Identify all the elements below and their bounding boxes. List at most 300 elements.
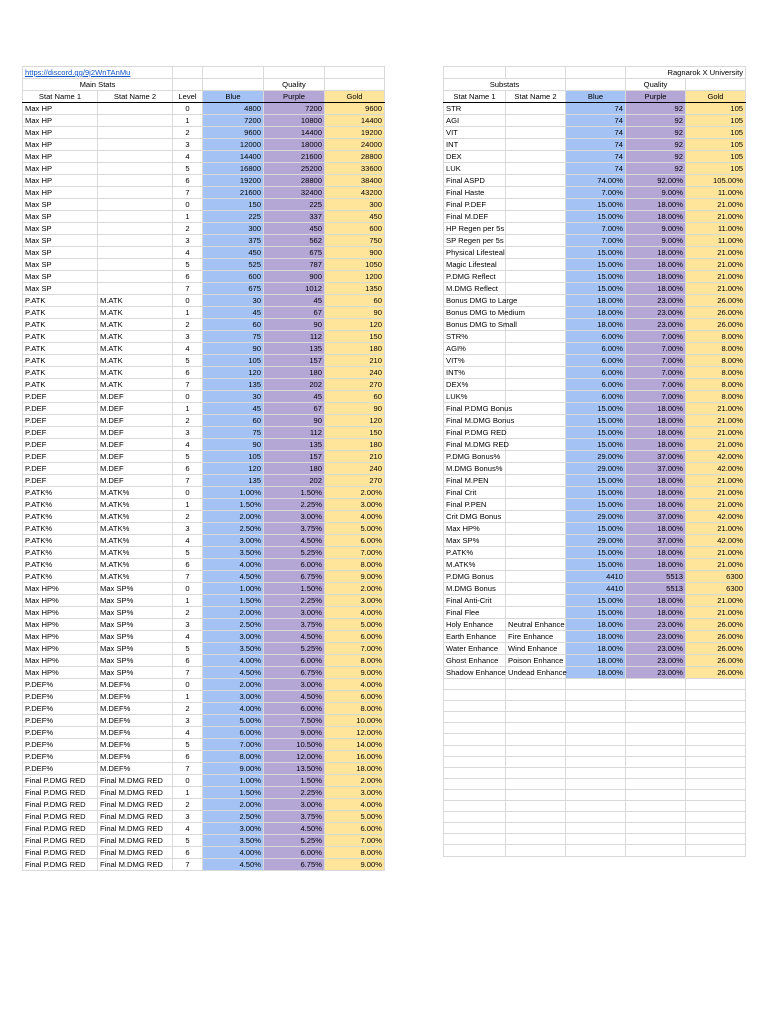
table-cell: 18.00% <box>626 523 686 535</box>
table-cell: Max SP% <box>98 667 173 679</box>
table-row <box>444 723 746 734</box>
table-cell <box>626 701 686 712</box>
table-cell: DEX <box>444 151 506 163</box>
table-cell: 270 <box>325 475 385 487</box>
table-cell: 4 <box>173 151 203 163</box>
table-cell: 6.00% <box>566 379 626 391</box>
table-cell: M.ATK <box>98 379 173 391</box>
table-cell: Max HP% <box>23 655 98 667</box>
site-title: Ragnarok X University <box>626 67 746 79</box>
table-cell: 10.50% <box>264 739 325 751</box>
table-cell: 3.00% <box>264 799 325 811</box>
table-cell: M.DMG Bonus <box>444 583 506 595</box>
table-cell: 21.00% <box>686 427 746 439</box>
table-cell <box>626 767 686 778</box>
table-cell: 450 <box>325 211 385 223</box>
table-cell <box>686 767 746 778</box>
table-cell <box>444 679 506 690</box>
table-cell: 7.00% <box>626 343 686 355</box>
table-cell <box>686 823 746 834</box>
table-row <box>23 859 385 871</box>
table-cell: Max SP% <box>444 535 506 547</box>
table-cell: 9.00% <box>264 727 325 739</box>
table-cell: 6.00% <box>566 331 626 343</box>
column-header: Level <box>173 91 203 103</box>
table-cell: LUK <box>444 163 506 175</box>
table-cell: 14.00% <box>325 739 385 751</box>
table-cell: 42.00% <box>686 451 746 463</box>
table-cell: 750 <box>325 235 385 247</box>
table-cell: 5.25% <box>264 835 325 847</box>
table-cell: 15.00% <box>566 595 626 607</box>
table-row <box>23 415 385 427</box>
table-row <box>444 812 746 823</box>
table-cell: 3 <box>173 619 203 631</box>
table-cell: M.DEF% <box>98 715 173 727</box>
table-row <box>23 319 385 331</box>
table-cell: 4.00% <box>325 511 385 523</box>
table-cell <box>506 745 566 756</box>
table-row <box>444 295 746 307</box>
table-cell: P.ATK <box>23 379 98 391</box>
table-cell: 8.00% <box>325 847 385 859</box>
table-cell: M.DEF% <box>98 703 173 715</box>
table-cell <box>626 845 686 856</box>
table-cell <box>506 439 566 451</box>
table-cell: 18.00% <box>626 211 686 223</box>
table-cell <box>506 823 566 834</box>
table-cell: Final M.PEN <box>444 475 506 487</box>
table-cell: P.ATK <box>23 367 98 379</box>
table-cell: 90 <box>203 343 264 355</box>
table-cell: Final P.DMG RED <box>23 823 98 835</box>
column-header: Gold <box>686 91 746 103</box>
table-cell <box>626 745 686 756</box>
table-row <box>23 127 385 139</box>
table-cell: 0 <box>173 103 203 115</box>
table-row <box>23 799 385 811</box>
table-cell: 7.00% <box>626 355 686 367</box>
table-cell: 2.00% <box>325 487 385 499</box>
table-cell <box>444 834 506 845</box>
table-cell <box>566 789 626 800</box>
table-cell <box>98 211 173 223</box>
table-cell: 5.25% <box>264 547 325 559</box>
table-cell <box>98 115 173 127</box>
table-cell <box>444 701 506 712</box>
table-cell: 8.00% <box>325 703 385 715</box>
table-cell: Max HP% <box>23 631 98 643</box>
table-cell: 7 <box>173 571 203 583</box>
table-cell: 4.00% <box>203 559 264 571</box>
table-cell: 112 <box>264 427 325 439</box>
table-cell <box>686 745 746 756</box>
table-cell: 6 <box>173 271 203 283</box>
table-cell: 18.00% <box>626 271 686 283</box>
table-cell: 21.00% <box>686 199 746 211</box>
table-cell: 10800 <box>264 115 325 127</box>
table-row <box>23 607 385 619</box>
table-cell: M.DEF <box>98 451 173 463</box>
table-cell: VIT% <box>444 355 506 367</box>
table-cell: 92 <box>626 139 686 151</box>
table-cell: Final P.DMG RED <box>23 787 98 799</box>
table-cell <box>98 187 173 199</box>
table-cell: 15.00% <box>566 559 626 571</box>
table-cell: 5.00% <box>325 619 385 631</box>
table-cell <box>98 247 173 259</box>
table-cell: 675 <box>203 283 264 295</box>
table-cell: 210 <box>325 451 385 463</box>
table-cell <box>506 355 566 367</box>
table-cell: 29.00% <box>566 511 626 523</box>
table-cell: P.DEF% <box>23 703 98 715</box>
table-cell: 21.00% <box>686 607 746 619</box>
table-cell: 105 <box>686 127 746 139</box>
column-header: Stat Name 2 <box>98 91 173 103</box>
table-row <box>23 595 385 607</box>
table-cell: VIT <box>444 127 506 139</box>
table-cell: 3.75% <box>264 619 325 631</box>
table-cell <box>98 163 173 175</box>
table-cell: 5 <box>173 739 203 751</box>
table-cell: 6.00% <box>566 367 626 379</box>
table-cell: 7 <box>173 283 203 295</box>
table-cell <box>566 834 626 845</box>
table-cell <box>506 391 566 403</box>
table-row <box>444 607 746 619</box>
table-cell: P.DEF <box>23 391 98 403</box>
table-cell: 4410 <box>566 583 626 595</box>
table-cell: 2.00% <box>203 511 264 523</box>
table-cell: 300 <box>203 223 264 235</box>
table-cell: 7.00% <box>626 367 686 379</box>
table-cell: Max HP <box>23 139 98 151</box>
table-cell <box>506 139 566 151</box>
table-row <box>23 775 385 787</box>
table-cell: 19200 <box>325 127 385 139</box>
table-row <box>23 571 385 583</box>
table-cell: 14400 <box>203 151 264 163</box>
table-cell: 135 <box>264 343 325 355</box>
table-cell: 3.00% <box>264 607 325 619</box>
table-cell: 4 <box>173 247 203 259</box>
table-cell: 15.00% <box>566 439 626 451</box>
table-cell: 18.00% <box>566 319 626 331</box>
table-cell: Final M.DMG RED <box>98 823 173 835</box>
table-cell <box>686 690 746 701</box>
table-cell: 6.00% <box>325 535 385 547</box>
table-cell: 1 <box>173 787 203 799</box>
table-cell: Final M.DMG RED <box>98 787 173 799</box>
table-cell: 225 <box>264 199 325 211</box>
table-cell: 21.00% <box>686 247 746 259</box>
table-cell: 4 <box>173 439 203 451</box>
table-cell: 16.00% <box>325 751 385 763</box>
table-cell: 74 <box>566 139 626 151</box>
table-cell: M.ATK <box>98 307 173 319</box>
table-cell <box>506 175 566 187</box>
table-cell: Final M.DMG RED <box>98 835 173 847</box>
table-row <box>23 763 385 775</box>
table-cell: 11.00% <box>686 235 746 247</box>
table-cell: 90 <box>264 319 325 331</box>
table-cell <box>506 690 566 701</box>
table-cell: M.ATK% <box>98 547 173 559</box>
table-row <box>444 343 746 355</box>
table-cell <box>566 690 626 701</box>
table-cell: 1 <box>173 115 203 127</box>
column-header: Stat Name 1 <box>23 91 98 103</box>
table-cell: P.DEF <box>23 475 98 487</box>
table-cell: Max SP <box>23 199 98 211</box>
table-cell: 675 <box>264 247 325 259</box>
table-cell: Final P.DMG RED <box>23 775 98 787</box>
table-row <box>444 778 746 789</box>
table-cell: Bonus DMG to Large <box>444 295 506 307</box>
table-cell: 18.00% <box>626 427 686 439</box>
table-cell: 6 <box>173 463 203 475</box>
table-cell: 15.00% <box>566 487 626 499</box>
table-row <box>23 511 385 523</box>
table-cell: Final P.DMG RED <box>23 799 98 811</box>
table-cell: 9.00% <box>626 187 686 199</box>
table-row <box>23 223 385 235</box>
table-row <box>23 559 385 571</box>
table-row <box>23 847 385 859</box>
table-row <box>444 679 746 690</box>
table-cell: M.DEF% <box>98 679 173 691</box>
table-cell: 60 <box>325 391 385 403</box>
table-row <box>23 619 385 631</box>
table-cell: 37.00% <box>626 451 686 463</box>
table-cell: 29.00% <box>566 463 626 475</box>
column-header: Stat Name 2 <box>506 91 566 103</box>
table-cell: 18.00% <box>626 499 686 511</box>
table-cell <box>506 343 566 355</box>
table-cell: 1.50% <box>203 595 264 607</box>
table-cell: 7 <box>173 859 203 871</box>
table-cell: 18.00% <box>626 283 686 295</box>
table-cell: 2.00% <box>325 583 385 595</box>
table-cell: 3.00% <box>203 823 264 835</box>
table-cell: 1 <box>173 403 203 415</box>
table-cell: 4.00% <box>325 607 385 619</box>
table-row <box>444 175 746 187</box>
table-cell <box>626 712 686 723</box>
table-cell <box>98 175 173 187</box>
table-cell <box>506 259 566 271</box>
table-cell: 74 <box>566 103 626 115</box>
table-cell: 3.75% <box>264 523 325 535</box>
table-cell: 2 <box>173 127 203 139</box>
table-cell <box>686 734 746 745</box>
table-cell: Max SP <box>23 235 98 247</box>
table-cell <box>444 845 506 856</box>
table-cell <box>506 475 566 487</box>
table-row <box>23 463 385 475</box>
table-cell: 90 <box>325 403 385 415</box>
table-row <box>23 703 385 715</box>
table-cell: Final P.DMG RED <box>23 811 98 823</box>
table-cell: 5.00% <box>203 715 264 727</box>
table-cell: 23.00% <box>626 307 686 319</box>
table-cell: 8.00% <box>686 355 746 367</box>
table-cell: 25200 <box>264 163 325 175</box>
table-cell: 7.00% <box>626 331 686 343</box>
table-cell: 14400 <box>325 115 385 127</box>
table-cell: 23.00% <box>626 667 686 679</box>
table-row <box>444 127 746 139</box>
table-cell: 1050 <box>325 259 385 271</box>
table-cell: 33600 <box>325 163 385 175</box>
table-cell: Final Anti-Crit <box>444 595 506 607</box>
table-cell: 3.00% <box>325 595 385 607</box>
table-cell: 0 <box>173 391 203 403</box>
table-cell: 6.00% <box>264 655 325 667</box>
table-cell: Final M.DEF <box>444 211 506 223</box>
table-row <box>23 643 385 655</box>
discord-link[interactable]: https://discord.gg/9j2WnTAnMu <box>23 67 173 79</box>
table-row <box>23 751 385 763</box>
table-cell <box>506 403 566 415</box>
table-cell: P.DEF <box>23 439 98 451</box>
table-cell: 90 <box>325 307 385 319</box>
quality-label: Quality <box>626 79 686 91</box>
table-cell: M.DEF% <box>98 739 173 751</box>
table-cell: 202 <box>264 475 325 487</box>
table-cell: 92 <box>626 115 686 127</box>
table-cell: 21600 <box>264 151 325 163</box>
table-cell: Physical Lifesteal <box>444 247 506 259</box>
table-cell: 135 <box>203 379 264 391</box>
table-cell: 7 <box>173 475 203 487</box>
table-cell: 4.50% <box>264 823 325 835</box>
table-cell: 8.00% <box>686 331 746 343</box>
table-cell: STR <box>444 103 506 115</box>
table-cell: 9.00% <box>325 571 385 583</box>
table-row <box>444 463 746 475</box>
table-cell <box>506 607 566 619</box>
table-cell: P.ATK <box>23 331 98 343</box>
table-row <box>444 834 746 845</box>
table-cell: 45 <box>203 307 264 319</box>
table-cell: 6.00% <box>264 847 325 859</box>
table-cell: P.DEF <box>23 463 98 475</box>
table-row <box>23 535 385 547</box>
table-cell <box>506 103 566 115</box>
table-cell: 21.00% <box>686 499 746 511</box>
table-row <box>444 439 746 451</box>
table-cell: 21.00% <box>686 283 746 295</box>
table-cell: 21.00% <box>686 559 746 571</box>
table-cell: 4.00% <box>203 847 264 859</box>
table-cell: 0 <box>173 295 203 307</box>
table-cell: Max SP% <box>98 619 173 631</box>
table-row <box>23 331 385 343</box>
table-cell: 26.00% <box>686 295 746 307</box>
table-cell: Earth Enhance <box>444 631 506 643</box>
table-cell: P.ATK% <box>23 511 98 523</box>
table-cell: Final M.DMG RED <box>98 775 173 787</box>
table-cell: P.DEF <box>23 427 98 439</box>
table-cell <box>506 283 566 295</box>
table-cell: Final P.DMG RED <box>23 835 98 847</box>
table-row <box>444 631 746 643</box>
table-cell <box>444 734 506 745</box>
table-cell: 105 <box>203 355 264 367</box>
table-cell <box>566 712 626 723</box>
table-cell: 4.00% <box>203 703 264 715</box>
table-cell: 900 <box>264 271 325 283</box>
table-cell: 7 <box>173 667 203 679</box>
table-cell: Undead Enhance <box>506 667 566 679</box>
table-cell: 42.00% <box>686 535 746 547</box>
table-row <box>444 103 746 115</box>
table-row <box>23 163 385 175</box>
table-row <box>444 547 746 559</box>
table-cell: 92 <box>626 163 686 175</box>
table-cell: P.DMG Reflect <box>444 271 506 283</box>
table-cell: M.DEF <box>98 463 173 475</box>
table-cell: 12000 <box>203 139 264 151</box>
table-cell: 150 <box>203 199 264 211</box>
table-cell <box>686 801 746 812</box>
table-cell: Max HP <box>23 151 98 163</box>
table-cell: 4.50% <box>264 631 325 643</box>
table-cell: 135 <box>264 439 325 451</box>
table-row <box>444 139 746 151</box>
table-cell: 337 <box>264 211 325 223</box>
table-cell: Max SP <box>23 271 98 283</box>
table-row <box>444 115 746 127</box>
table-cell: 15.00% <box>566 547 626 559</box>
table-cell: 90 <box>203 439 264 451</box>
table-cell: 37.00% <box>626 463 686 475</box>
table-cell: 157 <box>264 355 325 367</box>
table-cell: Max HP <box>23 103 98 115</box>
table-cell: M.DEF <box>98 475 173 487</box>
table-row <box>23 427 385 439</box>
table-cell: 4.00% <box>325 799 385 811</box>
table-cell: 202 <box>264 379 325 391</box>
table-cell <box>444 756 506 767</box>
table-cell: 11.00% <box>686 223 746 235</box>
table-cell: 150 <box>325 427 385 439</box>
table-cell: AGI% <box>444 343 506 355</box>
table-cell: DEX% <box>444 379 506 391</box>
table-cell: 8.00% <box>325 655 385 667</box>
table-cell: 15.00% <box>566 499 626 511</box>
table-cell <box>506 367 566 379</box>
table-cell: 7.00% <box>626 391 686 403</box>
table-row <box>444 535 746 547</box>
table-row <box>23 235 385 247</box>
table-cell: Final M.DMG RED <box>98 811 173 823</box>
table-cell <box>98 259 173 271</box>
table-cell <box>506 163 566 175</box>
table-cell: 5513 <box>626 571 686 583</box>
table-cell: 3 <box>173 523 203 535</box>
substats-table <box>443 66 746 857</box>
table-cell: 6300 <box>686 571 746 583</box>
table-cell: 562 <box>264 235 325 247</box>
table-cell: 26.00% <box>686 319 746 331</box>
table-cell <box>444 767 506 778</box>
table-cell: Fire Enhance <box>506 631 566 643</box>
table-cell: 37.00% <box>626 511 686 523</box>
main-stats-table <box>22 66 385 871</box>
